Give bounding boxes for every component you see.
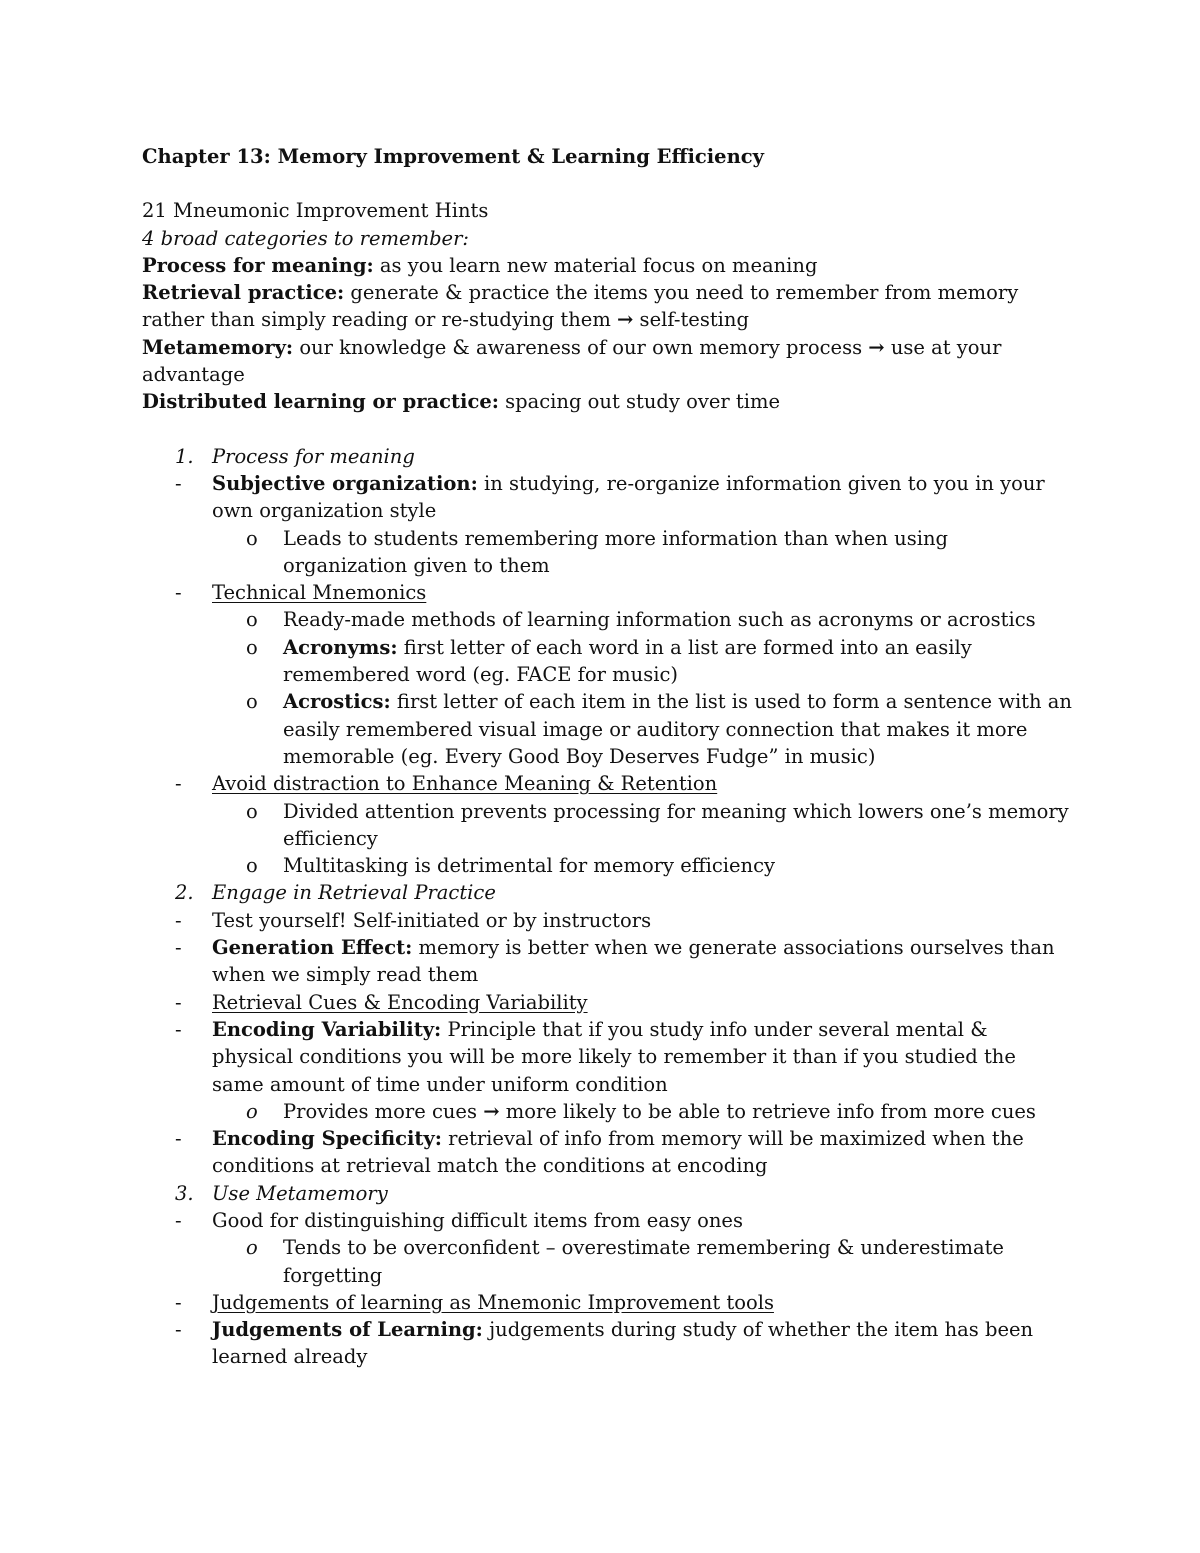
- sub-list-item: [142, 798, 1072, 853]
- sub-list-item: [142, 1234, 1072, 1289]
- dash-marker: -: [175, 1318, 182, 1342]
- definition: in studying, re-organize information given to you in your own organization style: [212, 471, 1045, 523]
- category-process-for-meaning: [142, 252, 1072, 279]
- term: Distributed learning or practice:: [142, 390, 499, 414]
- dash-marker: -: [175, 772, 182, 796]
- list-item: [142, 1016, 1072, 1098]
- dash-marker: -: [175, 1290, 182, 1314]
- section-1-heading: [142, 443, 1072, 470]
- bullet-marker: o: [246, 799, 258, 823]
- item-text: Leads to students remembering more information than when using organization given to them: [283, 526, 949, 577]
- definition: memory is better when we generate associations ourselves than when we simply read them: [212, 936, 1055, 987]
- definition: spacing out study over time: [498, 390, 781, 414]
- list-item: [142, 1207, 1072, 1234]
- bullet-marker: o: [246, 526, 258, 550]
- definition: our knowledge & awareness of our own memory process: [293, 335, 869, 359]
- sub-list-item: [142, 525, 1072, 580]
- category-distributed-learning: [142, 388, 1072, 415]
- list-item: [142, 579, 1072, 606]
- dash-marker: -: [175, 1208, 182, 1232]
- section-heading-text: Engage in Retrieval Practice: [212, 881, 496, 905]
- definition: as you learn new material focus on meaning: [373, 253, 818, 277]
- section-3-heading: [142, 1180, 1072, 1207]
- definition: retrieval of info from memory will be maximized when the conditions at retrieval match the conditions at encoding: [212, 1127, 1024, 1178]
- sub-list-item: [142, 634, 1072, 689]
- term: Acrostics:: [283, 690, 391, 714]
- term: Subjective organization:: [212, 471, 478, 495]
- list-item: [142, 1289, 1072, 1316]
- term: Encoding Variability:: [212, 1017, 442, 1041]
- list-item: [142, 989, 1072, 1016]
- definition: Principle that if you study info under several mental & physical conditions you will be more likely to remember it than if you studied the same amount of time under uniform condition: [212, 1017, 1016, 1096]
- section-heading-text: Process for meaning: [212, 444, 415, 468]
- term: Metamemory:: [142, 335, 294, 359]
- term: Generation Effect:: [212, 936, 413, 960]
- list-number: 3.: [175, 1181, 194, 1205]
- arrow-right-icon: →: [868, 335, 885, 359]
- underlined-heading: Technical Mnemonics: [212, 581, 427, 605]
- term: Acronyms:: [283, 635, 398, 659]
- item-text-after-arrow: more likely to be able to retrieve info from more cues: [499, 1099, 1036, 1123]
- definition: generate & practice the items you need to remember from memory rather than simply reading or re-studying them: [142, 281, 1019, 332]
- term: Retrieval practice:: [142, 281, 345, 305]
- dash-marker: -: [175, 471, 182, 495]
- list-number: 2.: [175, 881, 194, 905]
- list-number: 1.: [175, 444, 194, 468]
- page-title: Chapter 13: Memory Improvement & Learning Efficiency: [142, 145, 764, 168]
- definition: first letter of each word in a list are formed into an easily remembered word (eg. FACE for music): [283, 635, 972, 687]
- bullet-marker: o: [246, 635, 258, 659]
- underlined-heading: Avoid distraction to Enhance Meaning & Retention: [212, 772, 718, 796]
- term: Process for meaning:: [142, 253, 374, 277]
- list-item: [142, 770, 1072, 797]
- item-text: Tends to be overconfident – overestimate remembering & underestimate forgetting: [283, 1236, 1004, 1287]
- dash-marker: -: [175, 1127, 182, 1151]
- item-text: Multitasking is detrimental for memory efficiency: [283, 854, 776, 878]
- sub-list-item: [142, 1098, 1072, 1125]
- section-heading-text: Use Metamemory: [212, 1181, 388, 1205]
- categories-label: 4 broad categories to remember:: [142, 226, 469, 250]
- hints-line: 21 Mneumonic Improvement Hints: [142, 199, 489, 223]
- category-retrieval-practice: [142, 279, 1072, 334]
- sub-list-item: [142, 688, 1072, 770]
- arrow-right-icon: →: [617, 308, 634, 332]
- item-text: Test yourself! Self-initiated or by instructors: [212, 908, 652, 932]
- definition-after-arrow: self-testing: [633, 308, 749, 332]
- term: Encoding Specificity:: [212, 1127, 442, 1151]
- dash-marker: -: [175, 581, 182, 605]
- section-2-heading: [142, 879, 1072, 906]
- item-text: Ready-made methods of learning information such as acronyms or acrostics: [283, 608, 1036, 632]
- definition: judgements during study of whether the item has been learned already: [212, 1318, 1034, 1369]
- list-item: [142, 907, 1072, 934]
- definition: first letter of each item in the list is used to form a sentence with an easily remembered visual image or auditory connection that makes it more memorable (eg. Every Good Boy Deserves Fudge” in music): [283, 690, 1072, 768]
- item-text: Good for distinguishing difficult items from easy ones: [212, 1208, 743, 1232]
- document-content: [142, 143, 1072, 1371]
- sub-list-item: [142, 606, 1072, 633]
- bullet-marker: o: [246, 1236, 258, 1260]
- definition-after-arrow: use at your advantage: [142, 335, 1002, 387]
- term: Judgements of Learning:: [212, 1318, 483, 1342]
- list-item: [142, 1316, 1072, 1371]
- sub-list-item: [142, 852, 1072, 879]
- underlined-heading: Judgements of learning as Mnemonic Improvement tools: [212, 1290, 774, 1314]
- dash-marker: -: [175, 990, 182, 1014]
- list-item: [142, 934, 1072, 989]
- bullet-marker: o: [246, 608, 258, 632]
- underlined-heading: Retrieval Cues & Encoding Variability: [212, 990, 588, 1014]
- list-item: [142, 470, 1072, 525]
- bullet-marker: o: [246, 1099, 258, 1123]
- dash-marker: -: [175, 908, 182, 932]
- list-item: [142, 1125, 1072, 1180]
- arrow-right-icon: →: [483, 1099, 500, 1123]
- bullet-marker: o: [246, 690, 258, 714]
- dash-marker: -: [175, 936, 182, 960]
- item-text: Provides more cues: [283, 1099, 484, 1123]
- bullet-marker: o: [246, 854, 258, 878]
- category-metamemory: [142, 334, 1072, 389]
- dash-marker: -: [175, 1017, 182, 1041]
- item-text: Divided attention prevents processing for meaning which lowers one’s memory efficiency: [283, 799, 1069, 850]
